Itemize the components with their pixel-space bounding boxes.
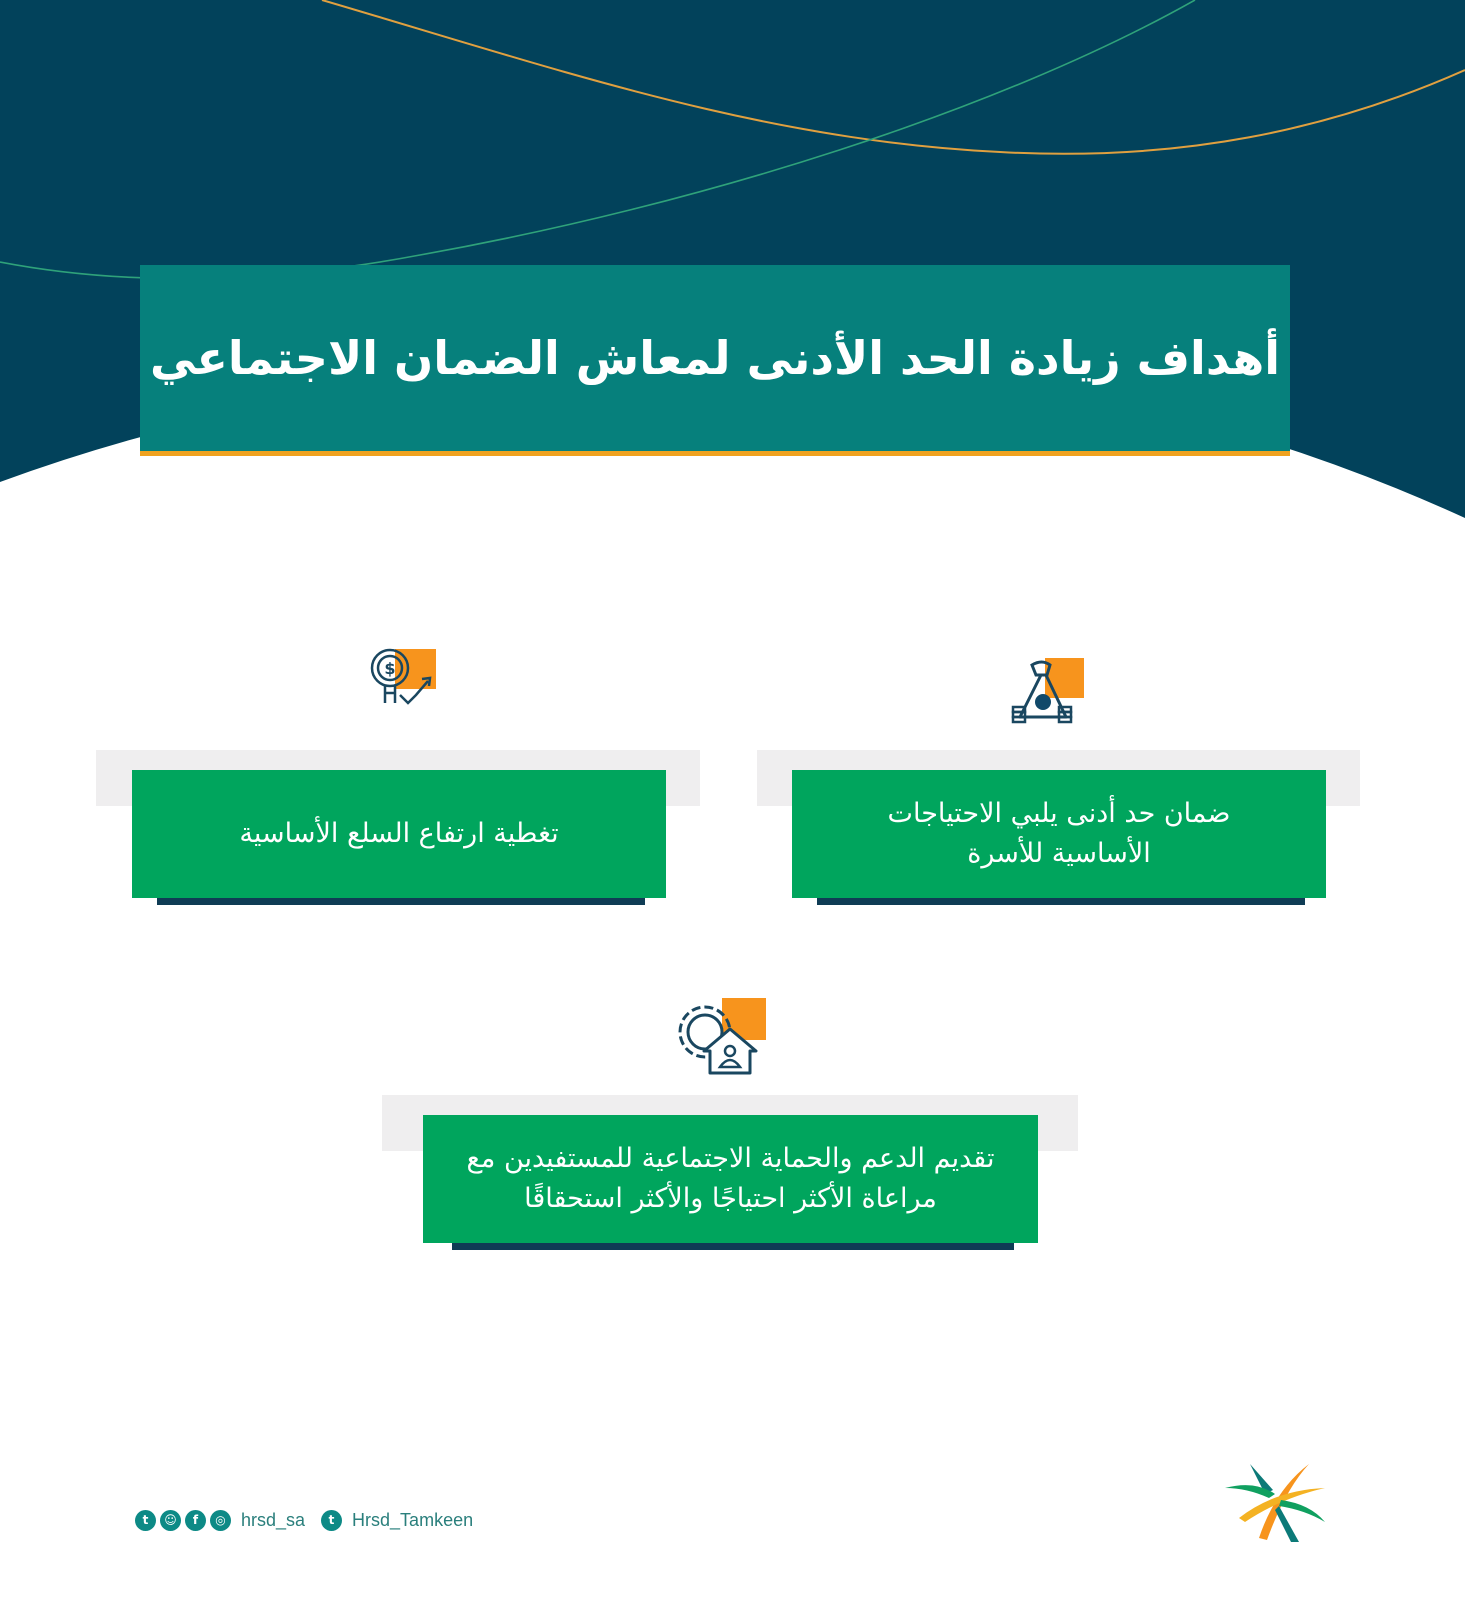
instagram-icon[interactable]: ◎ bbox=[210, 1510, 231, 1531]
money-bag-icon bbox=[1010, 655, 1090, 735]
gear-house-person-icon bbox=[670, 995, 770, 1077]
social-footer bbox=[135, 1505, 485, 1535]
facebook-icon[interactable]: f bbox=[185, 1510, 206, 1531]
card-box bbox=[132, 770, 666, 898]
twitter-icon[interactable]: t bbox=[135, 1510, 156, 1531]
snapchat-icon[interactable]: ☺ bbox=[160, 1510, 181, 1531]
dollar-magnifier-growth-icon bbox=[370, 645, 442, 717]
ministry-logo-icon bbox=[1225, 1460, 1330, 1549]
goal-text: تقديم الدعم والحماية الاجتماعية للمستفيدين مع مراعاة الأكثر احتياجًا والأكثر استحقاقًا bbox=[466, 1143, 995, 1214]
goal-text: ضمان حد أدنى يلبي الاحتياجات الأساسية للأسرة bbox=[887, 798, 1231, 869]
page-title: أهداف زيادة الحد الأدنى لمعاش الضمان الاجتماعي bbox=[149, 330, 1281, 385]
svg-text:$: $ bbox=[384, 659, 396, 678]
twitter-icon[interactable]: t bbox=[321, 1510, 342, 1531]
card-box bbox=[423, 1115, 1038, 1243]
handle-hrsd-sa[interactable]: hrsd_sa bbox=[241, 1509, 306, 1530]
title-banner bbox=[140, 265, 1290, 456]
goal-text: تغطية ارتفاع السلع الأساسية bbox=[239, 818, 559, 849]
handle-hrsd-tamkeen[interactable]: Hrsd_Tamkeen bbox=[352, 1509, 474, 1530]
card-box bbox=[792, 770, 1326, 898]
